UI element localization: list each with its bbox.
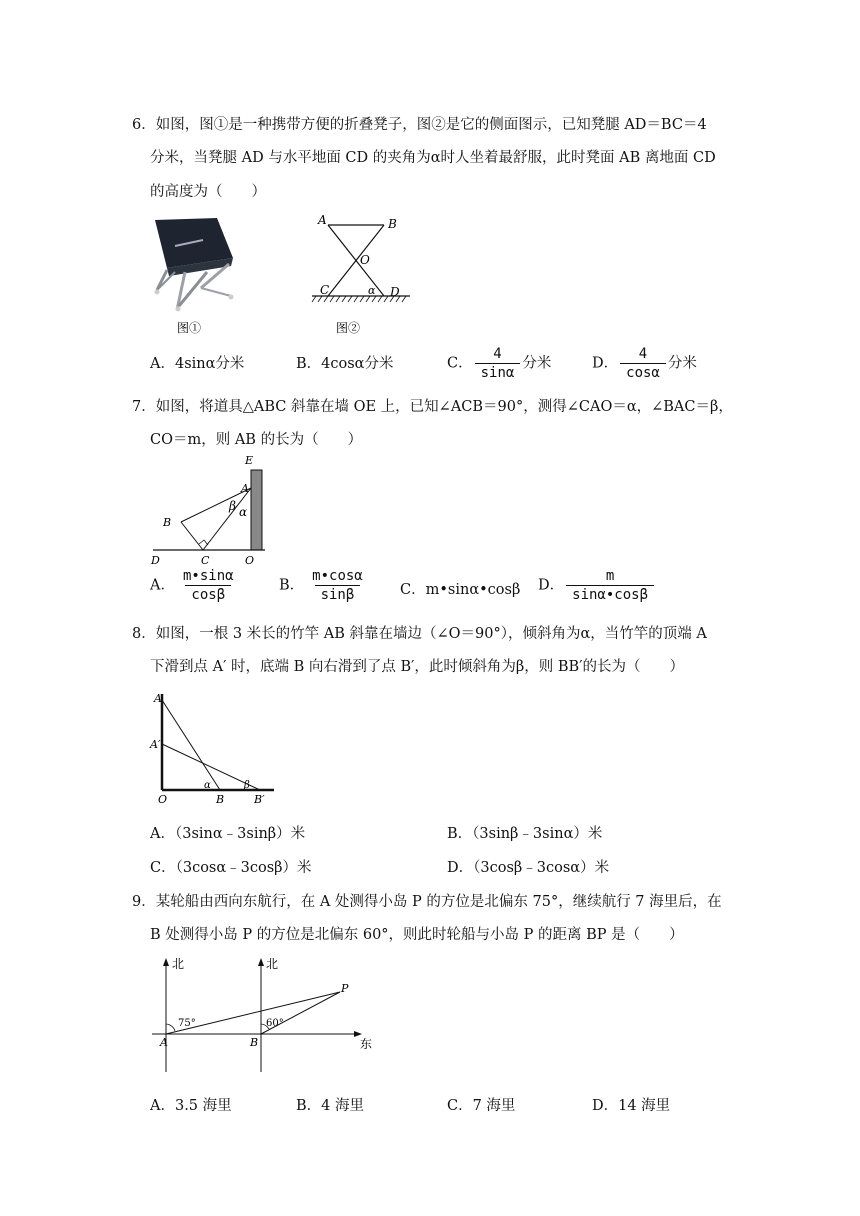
- q8-diagram: [148, 688, 283, 808]
- q7-label-beta: β: [229, 499, 236, 513]
- q8-option-a: A．（3sinα﹣3sinβ）米: [150, 826, 306, 842]
- q8-label-o: O: [158, 793, 168, 806]
- fig1-caption: 图①: [176, 321, 202, 335]
- q8-label-b: B: [216, 793, 225, 806]
- q9-diagram: [148, 952, 383, 1077]
- q9-line-1: 9．某轮船由西向东航行，在 A 处测得小岛 P 的方位是北偏东 75°，继续航行 7 海里后，在: [132, 894, 722, 910]
- q7-label-c: C: [201, 554, 210, 567]
- q6-line-1: 6．如图，图①是一种携带方便的折叠凳子，图②是它的侧面图示，已知凳腿 AD＝BC＝4: [132, 117, 707, 133]
- stool-photo: [145, 210, 245, 345]
- q9-east-label: 东: [360, 1037, 373, 1051]
- fig2-label-a: A: [318, 213, 327, 227]
- q7-label-d: D: [151, 554, 160, 567]
- q9-option-a: A．3.5 海里: [150, 1098, 232, 1114]
- fig2-label-o: O: [360, 253, 370, 267]
- q7-line-1: 7．如图，将道具△ABC 斜靠在墙 OE 上，已知∠ACB＝90°，测得∠CAO＝α，∠BAC＝β，: [132, 399, 733, 415]
- q9-line-2: B 处测得小岛 P 的方位是北偏东 60°，则此时轮船与小岛 P 的距离 BP 是（ ）: [150, 927, 684, 943]
- q9-option-b: B．4 海里: [296, 1098, 364, 1114]
- q8-label-a: A: [154, 692, 162, 705]
- q7-label-o: O: [245, 554, 255, 567]
- q7-diagram: [145, 452, 275, 570]
- q8-option-d: D．（3cosβ﹣3cosα）米: [447, 860, 610, 876]
- q7-line-2: CO＝m，则 AB 的长为（ ）: [150, 432, 363, 448]
- fig2-label-alpha: α: [368, 284, 376, 297]
- stool-side-diagram: [300, 210, 420, 345]
- q6-option-b: B．4cosα分米: [296, 356, 394, 372]
- q9-angle-60: 60°: [266, 1018, 284, 1029]
- q8-label-beta: β: [244, 780, 250, 791]
- q9-label-p: P: [341, 982, 349, 995]
- q8-line-2: 下滑到点 A′ 时，底端 B 向右滑到了点 B′，此时倾斜角为β，则 BB′的长为（ ）: [150, 659, 685, 675]
- q6-line-2: 分米，当凳腿 AD 与水平地面 CD 的夹角为α时人坐着最舒服，此时凳面 AB 离地面 CD: [150, 150, 716, 166]
- q9-north-label-1: 北: [172, 957, 185, 971]
- fig2-label-c: C: [320, 283, 330, 297]
- fig2-label-d: D: [390, 285, 400, 299]
- q7-label-e: E: [245, 454, 254, 467]
- q7-option-c: C．m•sinα•cosβ: [400, 582, 521, 598]
- q6-option-a: A．4sinα分米: [150, 356, 245, 372]
- q6-option-d: D． $\frac{4}{\cos\alpha}$ 分米: [592, 346, 697, 381]
- q6-line-3: 的高度为（ ）: [150, 184, 266, 200]
- q9-north-label-2: 北: [266, 957, 279, 971]
- q7-label-b: B: [163, 516, 172, 529]
- fig2-caption: 图②: [335, 321, 361, 335]
- q7-option-d: D． $\frac{m}{\sin\alpha•\cos\beta}$: [538, 568, 656, 603]
- q9-angle-75: 75°: [178, 1018, 196, 1029]
- q9-option-d: D．14 海里: [592, 1098, 671, 1114]
- q9-option-c: C．7 海里: [447, 1098, 516, 1114]
- q8-label-b-prime: B′: [254, 793, 265, 806]
- fig2-label-b: B: [388, 217, 397, 231]
- q7-label-a: A: [241, 482, 249, 495]
- q9-label-b: B: [250, 1036, 259, 1049]
- q9-label-a: A: [160, 1036, 168, 1049]
- q8-line-1: 8．如图，一根 3 米长的竹竿 AB 斜靠在墙边（∠O＝90°），倾斜角为α，当竹竿的顶端 A: [132, 626, 707, 642]
- q8-label-a-prime: A′: [150, 738, 161, 751]
- q8-option-c: C．（3cosα﹣3cosβ）米: [150, 860, 312, 876]
- q7-option-a: A． $\frac{m•\sin\alpha}{\cos\beta}$: [150, 568, 234, 603]
- q8-label-alpha: α: [204, 780, 211, 791]
- q7-option-b: B． $\frac{m•\cos\alpha}{\sin\beta}$: [279, 568, 363, 603]
- q7-label-alpha: α: [239, 505, 248, 519]
- q8-option-b: B．（3sinβ﹣3sinα）米: [447, 826, 603, 842]
- q6-option-c: C． $\frac{4}{\sin\alpha}$ 分米: [447, 346, 552, 381]
